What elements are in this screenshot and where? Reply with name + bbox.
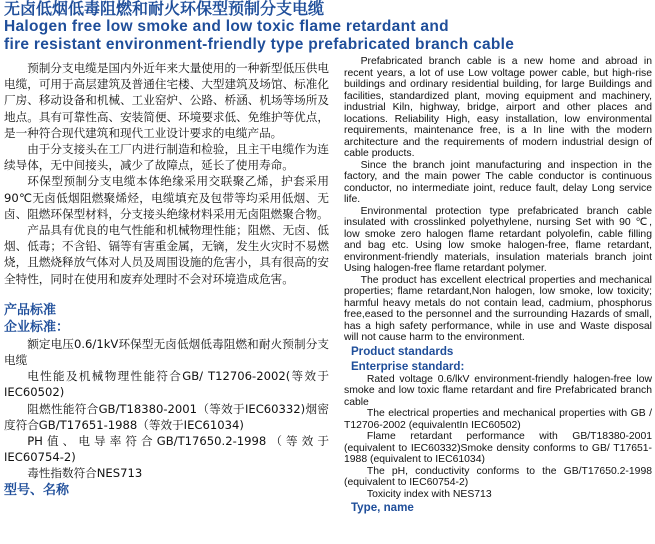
cn-paragraph-joints: 由于分支接头在工厂内进行制造和检验，且主干电缆作为连续导体，无中间接头，减少了故障点，延长了使用寿命。 — [4, 142, 329, 173]
en-paragraph-materials: Environmental protection type prefabricated branch cable insulated with crosslinked polyethylene, nursing Set with 90 ℃, low smoke zero halogen flame retardant polyolefin, cable filling and bag etc. Using low smoke halogen-free, flame retardant, environment-friendly materials, insulation materials branch joint Using halogen-free flame retardant polymer. — [344, 205, 652, 274]
cn-paragraph-properties: 产品具有优良的电气性能和机械物理性能；阻燃、无卤、低烟、低毒；不含铅、镉等有害重金属，无镝，发生火灾时不易燃烧，且燃烧释放气体对人员及周围设施的危害小，具有很高的安全特性，同时在使用和废弃处理时不会对环境造成危害。 — [4, 223, 329, 286]
cn-heading-product-standards: 产品标准 — [4, 302, 57, 318]
cn-standard-rated-voltage: 额定电压0.6/1kV环保型无卤低烟低毒阻燃和耐火预制分支电缆 — [4, 336, 329, 368]
cn-heading-enterprise-standard: 企业标准： — [4, 319, 70, 335]
title-english-line-2: fire resistant environment-friendly type prefabricated branch cable — [4, 36, 515, 53]
en-heading-enterprise-standard: Enterprise standard: — [350, 359, 465, 373]
cn-standard-flame-smoke: 阻燃性能符合GB/T18380-2001（等效于IEC60332)烟密度符合GB/T17651-1988（等效于IEC61034) — [4, 401, 329, 432]
en-heading-type-name: Type, name — [350, 501, 414, 514]
cn-standard-electrical: 电性能及机械物理性能符合GB/ T12706-2002(等效于IEC60502) — [4, 369, 329, 400]
en-standard-electrical: The electrical properties and mechanical properties with GB / T12706-2002 (equivalentIn IEC60502) — [344, 408, 652, 431]
chinese-column — [4, 60, 329, 499]
english-column — [344, 56, 652, 515]
en-paragraph-properties: The product has excellent electrical properties and mechanical properties; flame retardant,Non halogen, low smoke, low toxicity; harmful heavy metals do not contain lead, cadmium, phosphorus free,eased to the personnel and the surrounding Hazards of small, has a high safety performance, while in use and Waste disposal will not cause harm to the environment. — [344, 274, 652, 343]
en-heading-product-standards: Product standards — [350, 344, 454, 358]
cn-heading-type-name: 型号、名称 — [4, 482, 70, 498]
title-english-line-1: Halogen free low smoke and low toxic flame retardant and — [4, 18, 449, 35]
en-standard-toxicity: Toxicity index with NES713 — [366, 488, 492, 500]
en-standard-flame-smoke: Flame retardant performance with GB/T18380-2001 (equivalent to IEC60332)Smoke density conforms to GB/ T17651-1988 (equivalent to IEC61034) — [344, 431, 652, 465]
title-chinese: 无卤低烟低毒阻燃和耐火环保型预制分支电缆 — [4, 0, 325, 18]
cn-paragraph-intro: 预制分支电缆是国内外近年来大量使用的一种新型低压供电电缆，可用于高层建筑及普通住宅楼、大型建筑及场馆、标准化厂房、移动设备和机械、工业窑炉、公路、桥涵、机场等场所及地点。具有可靠性高、安装简便、环境要求低、免维护等优点，是一种符合现代建筑和现代工业设计要求的电缆产品。 — [4, 61, 329, 140]
cn-paragraph-materials: 环保型预制分支电缆本体绝缘采用交联聚乙烯，护套采用90℃无卤低烟阻燃聚烯烃，电缆填充及包带等均采用低烟、无卤、阻燃环保型材料，分支接头绝缘材料采用无卤阻燃聚合物。 — [4, 174, 329, 221]
cn-standard-ph: PH值、电导率符合GB/T17650.2-1998（等效于IEC60754-2) — [4, 434, 329, 465]
en-paragraph-joints: Since the branch joint manufacturing and inspection in the factory, and the main power The cable conductor is continuous conductor, no intermediate joint, reduce fault, delay Long service life. — [344, 159, 652, 205]
cn-standard-toxicity: 毒性指数符合NES713 — [27, 466, 143, 481]
en-standard-rated-voltage: Rated voltage 0.6/lkV environment-friendly halogen-free low smoke and low toxic flame retardant and fire Prefabricated branch cable — [344, 373, 652, 408]
en-paragraph-intro: Prefabricated branch cable is a new home and abroad in recent years, a lot of use Low voltage power cable, but high-rise buildings and ordinary residential building, for large Buildings and facilities, standardized plant, moving equipment and machinery, industrial Kiln, highway, bridge, airport and other places and locations. Reliability High, easy installation, low environmental requirements, maintenance free, is a In line with the modern architecture and the requirements of modern industrial design of cable products. — [344, 56, 652, 159]
title-block — [4, 0, 652, 54]
spacer — [4, 287, 329, 302]
en-standard-ph: The pH, conductivity conforms to the GB/T17650.2-1998 (equivalent to IEC60754-2) — [344, 465, 652, 488]
